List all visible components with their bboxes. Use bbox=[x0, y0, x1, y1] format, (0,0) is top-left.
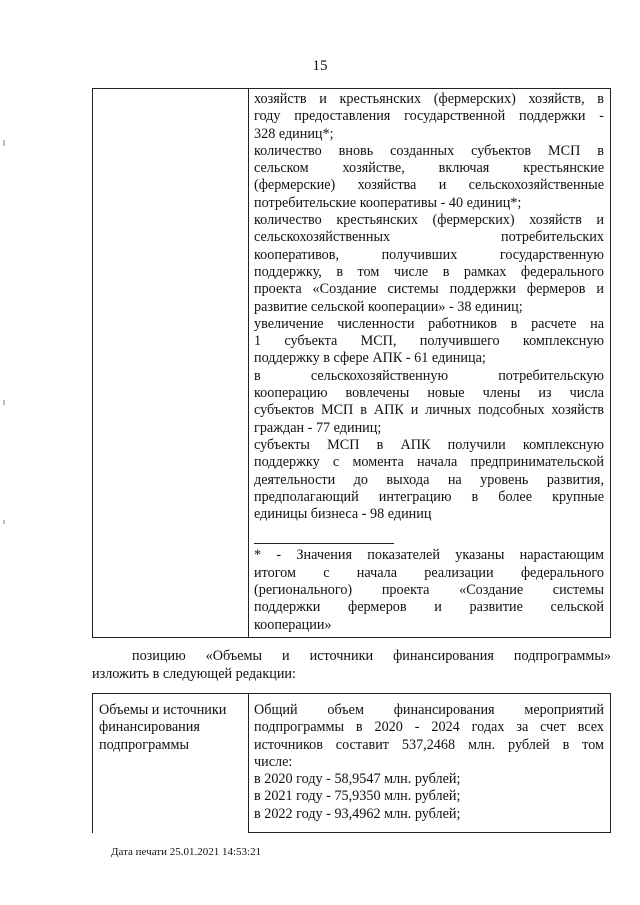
text-line: субъекты МСП в АПК получили комплексную bbox=[254, 436, 604, 453]
financing-table bbox=[92, 693, 611, 833]
table-column-divider bbox=[248, 694, 249, 833]
text-line: в сельскохозяйственную потребительскую bbox=[254, 367, 604, 384]
text-line: 1 субъекта МСП, получившего комплексную bbox=[254, 333, 604, 350]
text-line: сельскохозяйственных потребительских bbox=[254, 229, 604, 246]
text-line: в 2022 году - 93,4962 млн. рублей; bbox=[254, 805, 461, 822]
text-line: единицы бизнеса - 98 единиц bbox=[254, 506, 432, 523]
text-line: (фермерские) хозяйства и сельскохозяйственные bbox=[254, 177, 604, 194]
text-line: потребительские кооперативы - 40 единиц*; bbox=[254, 194, 522, 211]
text-line: увеличение численности работников в расчете на bbox=[254, 315, 604, 332]
text-line: кооперативов, получивших государственную bbox=[254, 246, 604, 263]
text-line: предполагающий интеграцию в более крупные bbox=[254, 488, 604, 505]
text-line: хозяйств и крестьянских (фермерских) хозяйств, в bbox=[254, 91, 604, 107]
financing-label-cell bbox=[99, 702, 244, 754]
footnote-line: * - Значения показателей указаны нарастающим bbox=[254, 547, 604, 564]
footnote-rule bbox=[254, 543, 394, 544]
text-line: числе: bbox=[254, 753, 293, 770]
text-line: 328 единиц*; bbox=[254, 125, 334, 142]
footnote-line: поддержки фермеров и развитие сельской bbox=[254, 599, 604, 616]
scan-edge-mark bbox=[3, 140, 5, 146]
text-line: проекта «Создание системы поддержки фермеров и bbox=[254, 281, 604, 298]
footnote-line: (регионального) проекта «Создание системы bbox=[254, 582, 604, 599]
financing-value-cell bbox=[254, 702, 604, 823]
text-line: развитие сельской кооперации» - 38 единиц; bbox=[254, 298, 523, 315]
text-line: поддержку, в том числе в рамках федерального bbox=[254, 263, 604, 280]
indicators-cell bbox=[254, 91, 604, 634]
text-line: источников составит 537,2468 млн. рублей в том bbox=[254, 736, 604, 753]
scan-edge-mark bbox=[3, 400, 5, 405]
label-line: подпрограммы bbox=[99, 736, 189, 753]
intro-line: изложить в следующей редакции: bbox=[92, 666, 296, 682]
print-date: Дата печати 25.01.2021 14:53:21 bbox=[111, 846, 262, 858]
footnote-line: итогом с начала реализации федерального bbox=[254, 564, 604, 581]
label-line: Объемы и источники bbox=[99, 702, 227, 718]
text-line: количество вновь созданных субъектов МСП в bbox=[254, 142, 604, 159]
footnote-line: кооперации» bbox=[254, 616, 332, 633]
text-line: граждан - 77 единиц; bbox=[254, 419, 382, 436]
page-number: 15 bbox=[312, 58, 328, 74]
intro-line: позицию «Объемы и источники финансирования подпрограммы» bbox=[132, 648, 611, 664]
text-line: субъектов МСП в АПК и личных подсобных хозяйств bbox=[254, 402, 604, 419]
text-line: Общий объем финансирования мероприятий bbox=[254, 702, 604, 718]
text-line: году предоставления государственной поддержки - bbox=[254, 108, 604, 125]
scan-edge-mark bbox=[3, 520, 5, 524]
text-line: деятельности до выхода на уровень развития, bbox=[254, 471, 604, 488]
text-line: поддержку в сфере АПК - 61 единица; bbox=[254, 350, 486, 367]
text-line: поддержку с момента начала предпринимательской bbox=[254, 454, 604, 471]
text-line: кооперацию вовлечены новые члены из числа bbox=[254, 385, 604, 402]
text-line: в 2021 году - 75,9350 млн. рублей; bbox=[254, 788, 461, 805]
text-line: сельском хозяйстве, включая крестьянские bbox=[254, 160, 604, 177]
table-column-divider bbox=[248, 89, 249, 637]
table-row-border bbox=[248, 832, 610, 833]
text-line: количество крестьянских (фермерских) хозяйств и bbox=[254, 212, 604, 229]
indicators-table bbox=[92, 88, 611, 638]
label-line: финансирования bbox=[99, 719, 200, 736]
text-line: в 2020 году - 58,9547 млн. рублей; bbox=[254, 771, 461, 788]
text-line: подпрограммы в 2020 - 2024 годах за счет всех bbox=[254, 719, 604, 736]
